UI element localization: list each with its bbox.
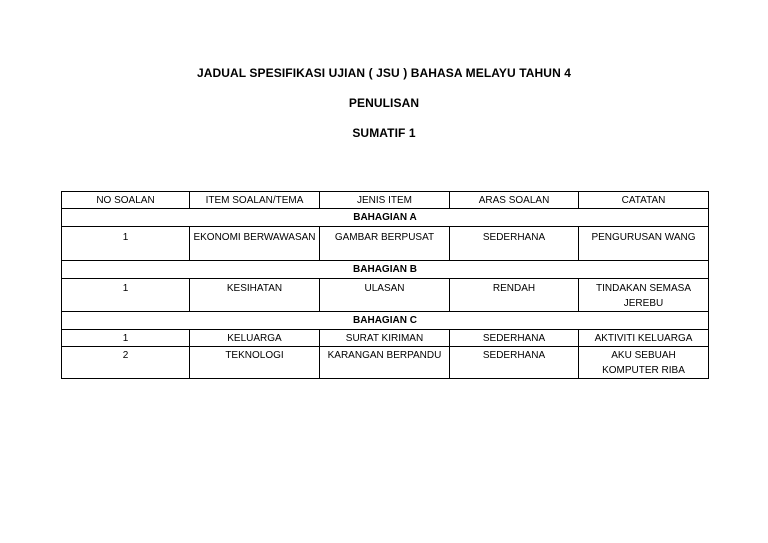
- table-cell: SEDERHANA: [450, 347, 579, 379]
- table-cell: SURAT KIRIMAN: [320, 330, 450, 347]
- table-cell: SEDERHANA: [450, 227, 579, 261]
- table-row: [62, 330, 709, 347]
- section-row-bahagian-b: [62, 261, 709, 279]
- table-cell: KARANGAN BERPANDU: [320, 347, 450, 379]
- header-cell-catatan: CATATAN: [579, 192, 709, 209]
- table-cell: ULASAN: [320, 279, 450, 312]
- table-cell: AKTIVITI KELUARGA: [579, 330, 709, 347]
- table-row: [62, 227, 709, 261]
- table-cell: SEDERHANA: [450, 330, 579, 347]
- header-cell-item-soalan: ITEM SOALAN/TEMA: [190, 192, 320, 209]
- header-cell-jenis-item: JENIS ITEM: [320, 192, 450, 209]
- section-label: BAHAGIAN C: [62, 312, 709, 330]
- table-cell: RENDAH: [450, 279, 579, 312]
- table-cell: KELUARGA: [190, 330, 320, 347]
- table-cell: GAMBAR BERPUSAT: [320, 227, 450, 261]
- section-label: BAHAGIAN A: [62, 209, 709, 227]
- table-cell: EKONOMI BERWAWASAN: [190, 227, 320, 261]
- header-cell-aras-soalan: ARAS SOALAN: [450, 192, 579, 209]
- table-header-row: [62, 192, 709, 209]
- jsu-table: [61, 191, 709, 379]
- document-subtitle-sumatif: SUMATIF 1: [352, 126, 416, 140]
- table-row: [62, 279, 709, 312]
- section-label: BAHAGIAN B: [62, 261, 709, 279]
- section-row-bahagian-c: [62, 312, 709, 330]
- header-cell-no-soalan: NO SOALAN: [62, 192, 190, 209]
- table-cell: KESIHATAN: [190, 279, 320, 312]
- section-row-bahagian-a: [62, 209, 709, 227]
- table-cell: 1: [62, 279, 190, 312]
- table-cell: 2: [62, 347, 190, 379]
- table-row: [62, 347, 709, 379]
- table-cell: PENGURUSAN WANG: [579, 227, 709, 261]
- table-cell: 1: [62, 227, 190, 261]
- table-cell: AKU SEBUAH KOMPUTER RIBA: [579, 347, 709, 379]
- table-cell: TINDAKAN SEMASA JEREBU: [579, 279, 709, 312]
- table-cell: 1: [62, 330, 190, 347]
- table-cell: TEKNOLOGI: [190, 347, 320, 379]
- document-subtitle-penulisan: PENULISAN: [348, 96, 420, 110]
- document-title: JADUAL SPESIFIKASI UJIAN ( JSU ) BAHASA MELAYU TAHUN 4: [196, 66, 572, 80]
